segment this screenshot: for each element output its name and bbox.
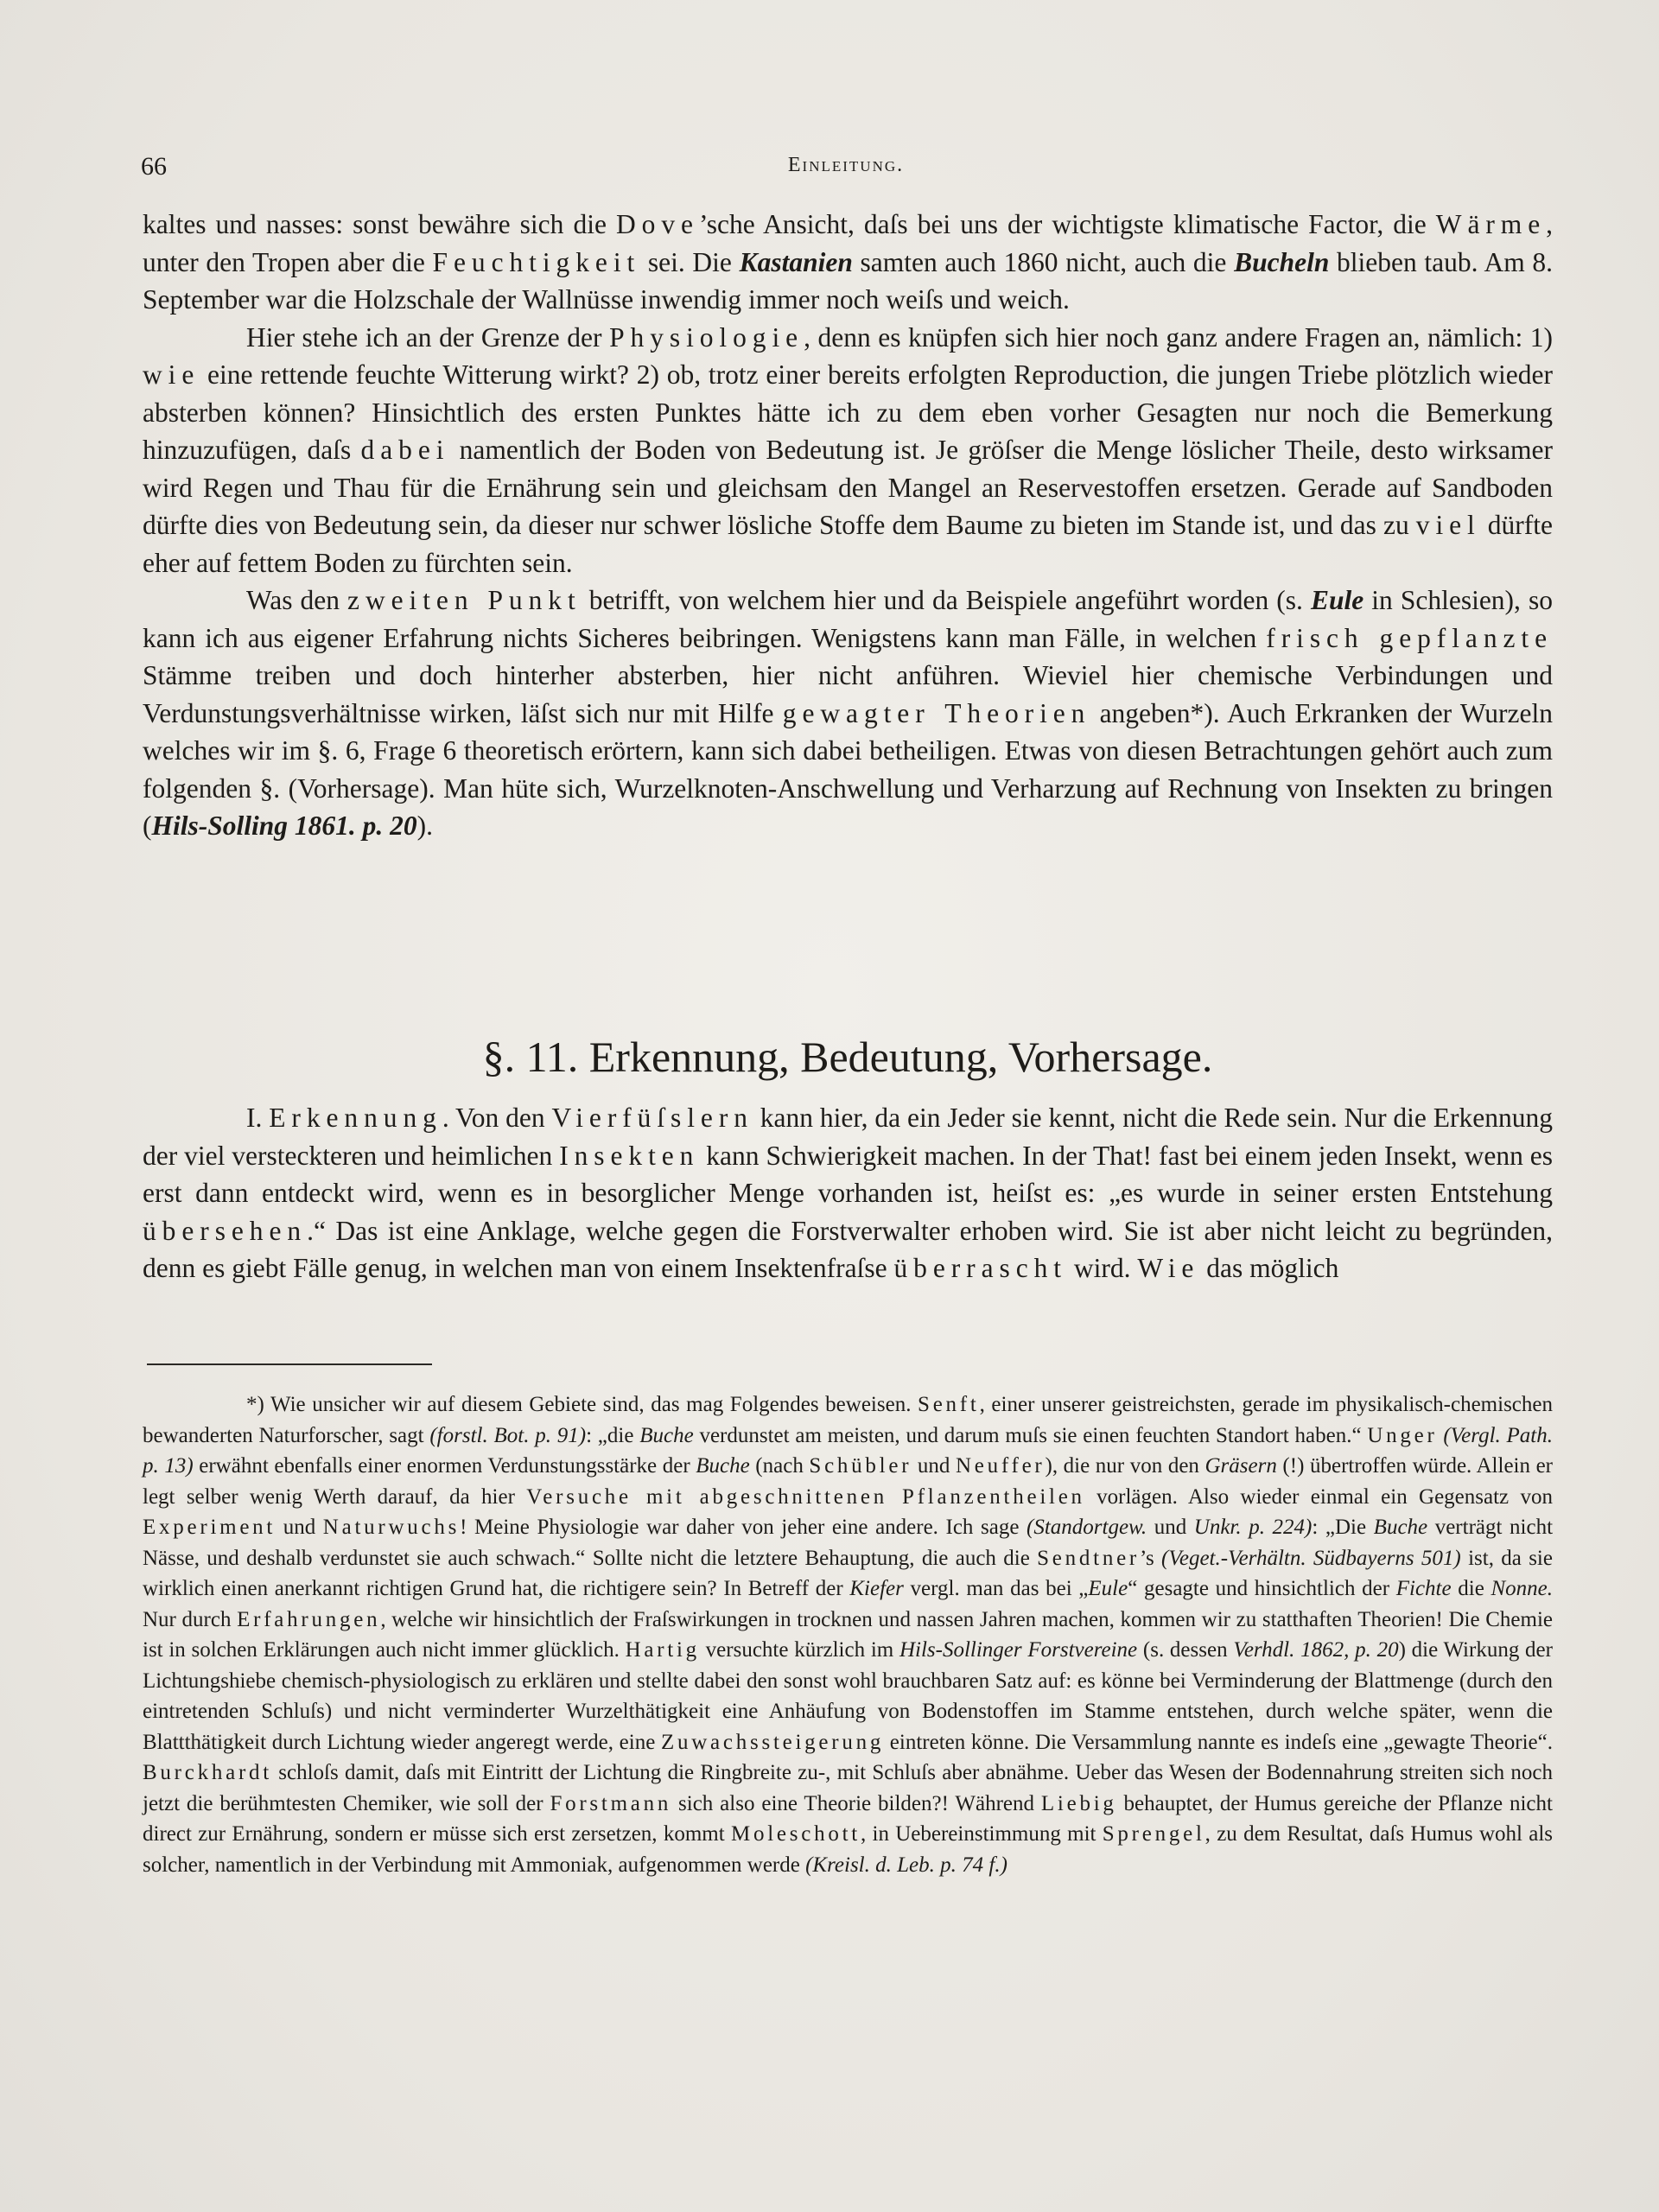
emphasis-run: dabei [360, 435, 450, 465]
emphasis-run: Kiefer [849, 1577, 904, 1600]
section-heading: §. 11. Erkennung, Bedeutung, Vorhersage. [482, 1033, 1213, 1081]
emphasis-run: Buche [1373, 1516, 1428, 1539]
text-run: behauptet, der Humus gereiche der Pflanze nicht direct zur Ernährung, sondern er müsse sich erst zersetzen, kommt [143, 1791, 1553, 1846]
text-run: , welche wir hinsichtlich der Fraſswirkungen in trocknen und nassen Jahren machen, kommen wir zu statthaften Theorien! Die Chemie ist in solchen Erklärungen auch nicht immer glücklich. [143, 1607, 1553, 1662]
text-run: samten auch 1860 nicht, auch die [852, 246, 1235, 277]
text-run: vorlägen. Also wieder einmal ein Gegensatz von [1084, 1484, 1553, 1509]
text-run: (nach [749, 1454, 810, 1478]
emphasis-run: Experiment [143, 1516, 276, 1539]
emphasis-run: Forstmann [550, 1791, 672, 1815]
emphasis-run: Unger [1367, 1423, 1438, 1447]
text-run: . Von den [442, 1103, 552, 1133]
text-run: verdunstet am meisten, und darum muſs sie einen feuchten Standort haben.“ [693, 1423, 1368, 1447]
emphasis-run: wie [143, 359, 200, 390]
emphasis-run: Bucheln [1234, 246, 1330, 277]
emphasis-run: Sendtner [1037, 1546, 1141, 1570]
emphasis-run: (Vergl. Path. p. 13) [143, 1423, 1553, 1478]
emphasis-run: Sprengel [1102, 1822, 1205, 1846]
emphasis-run: Wärme [1435, 209, 1547, 239]
text-run: eine rettende feuchte Witterung wirkt? 2) ob, trotz einer bereits erfolgten Reproduction, die jungen Triebe plötzlich wieder absterben können? Hinsichtlich des ersten Punktes hätte ich zu dem eben vorher Gesagten nur noch die Bemerkung hinzuzufügen, daſs [143, 359, 1553, 465]
text-run: ). [416, 810, 434, 841]
emphasis-run: Moleschott [730, 1822, 861, 1846]
emphasis-run: Nonne. [1491, 1577, 1554, 1600]
text-run: (!) übertroffen würde. Allein er legt selber wenig Werth darauf, da hier [143, 1454, 1554, 1509]
footnote-text [143, 1389, 1553, 1880]
text-run: das möglich [1199, 1253, 1339, 1283]
text-run: kaltes und nasses: sonst bewähre sich die [143, 209, 616, 239]
emphasis-run: Vierfüſslern [551, 1103, 753, 1133]
emphasis-run: frisch gepflanzte [1266, 622, 1553, 653]
text-run: *) Wie unsicher wir auf diesem Gebiete sind, das mag Folgendes beweisen. [246, 1393, 918, 1416]
text-run: ist, da sie wirklich einen anerkannt richtigen Grund hat, die richtigere sein? In Betreff der [143, 1546, 1553, 1600]
paragraph-3 [143, 582, 1553, 845]
text-run: erwähnt ebenfalls einer enormen Verdunstungsstärke der [193, 1454, 696, 1478]
text-run: und [912, 1454, 956, 1478]
body-text [143, 206, 1553, 845]
text-run: Was den [246, 585, 348, 615]
section-paragraph-1 [143, 1099, 1553, 1287]
emphasis-run: Senft [918, 1393, 980, 1416]
paragraph-1 [143, 206, 1553, 319]
text-run: , unter den Tropen aber die [143, 209, 1553, 277]
emphasis-run: Eule [1088, 1577, 1128, 1600]
text-run: schloſs damit, daſs mit Eintritt der Lichtung die Ringbreite zu-, mit Schluſs aber abnähme. Ueber das Wesen der Bodennahrung streiten sich noch jetzt die berühmtesten Chemiker, wie soll der [143, 1761, 1553, 1815]
emphasis-run: Neuffer [955, 1454, 1046, 1478]
text-run: versuchte kürzlich im [699, 1638, 899, 1662]
footnote [143, 1389, 1553, 1880]
emphasis-run: überrascht [893, 1253, 1067, 1283]
text-run: kann Schwierigkeit machen. In der That! fast bei einem jeden Insekt, wenn es erst dann entdeckt wird, wenn es in besorglicher Menge vorhanden ist, heiſst es: „es wurde in seiner ersten Entstehung [143, 1140, 1553, 1208]
emphasis-run: Unkr. p. 224) [1193, 1516, 1313, 1539]
text-run: “ gesagte und hinsichtlich der [1128, 1577, 1396, 1600]
page-number: 66 [141, 152, 167, 181]
text-run: ’sche Ansicht, daſs bei uns der wichtigste klimatische Factor, die [698, 209, 1436, 239]
emphasis-run: Liebig [1040, 1791, 1117, 1815]
text-run: .“ Das ist eine Anklage, welche gegen die Forstverwalter erhoben wird. Sie ist aber nicht leicht zu begründen, denn es giebt Fälle genug, in welchen man von einem Insektenfraſse [143, 1215, 1553, 1283]
emphasis-run: Eule [1310, 585, 1364, 615]
emphasis-run: Fichte [1395, 1577, 1452, 1600]
paragraph-2 [143, 319, 1553, 582]
text-run: , zu dem Resultat, daſs Humus wohl als solcher, namentlich in der Verbindung mit Ammoniak, aufgenommen werde [143, 1822, 1553, 1877]
text-run: ! Meine Physiologie war daher von jeher eine andere. Ich sage [460, 1516, 1027, 1539]
text-run: angeben*). Auch Erkranken der Wurzeln welches wir im §. 6, Frage 6 theoretisch erörtern, kann sich dabei betheiligen. Etwas von diesen Betrachtungen gehört auch zum folgenden §. (Vorhersage). Man hüte sich, Wurzelknoten-Anschwellung und Verharzung auf Rechnung von Insekten zu bringen ( [143, 697, 1553, 841]
text-run: betrifft, von welchem hier und da Beispiele angeführt worden (s. [581, 585, 1311, 615]
text-run: und [276, 1516, 323, 1539]
emphasis-run: zweiten Punkt [347, 585, 582, 615]
text-run: in Schlesien), so kann ich aus eigener Erfahrung nichts Sicheres beibringen. Wenigstens kann man Fälle, in welchen [143, 585, 1553, 653]
text-run: ) die Wirkung der Lichtungshiebe chemisch-physiologisch zu erklären und stellte dabei den sonst wohl brauchbaren Satz auf: es könne bei Verminderung der Blattmenge (durch den eintretenden Schluſs) und nicht verminderter Wurzelthätigkeit eine Anhäufung von Bodenstoffen im Stamme entstehen, durch welche später, wenn die Blattthätigkeit durch Lichtung wieder angeregt werde, eine [143, 1638, 1553, 1754]
footnote-rule [147, 1363, 432, 1365]
emphasis-run: Gräsern [1205, 1454, 1277, 1478]
emphasis-run: Erkennung [269, 1103, 442, 1133]
emphasis-run: Buche [639, 1423, 694, 1447]
text-run: (s. dessen [1137, 1638, 1234, 1662]
emphasis-run: Hils-Sollinger Forstvereine [899, 1638, 1138, 1662]
emphasis-run: (Veget.-Verhältn. Südbayerns 501) [1161, 1546, 1461, 1570]
text-run: die [1451, 1577, 1491, 1600]
emphasis-run: viel [1415, 510, 1481, 540]
text-run: : „Die [1312, 1516, 1374, 1539]
text-run: Stämme treiben und doch hinterher absterben, hier nicht anführen. Wieviel hier chemische Verbindungen und Verdunstungsverhältnisse wirken, läſst sich nur mit Hilfe [143, 660, 1553, 728]
text-run: vergl. man das bei „ [903, 1577, 1089, 1600]
emphasis-run: Insekten [559, 1140, 700, 1171]
emphasis-run: Kastanien [739, 246, 853, 277]
emphasis-run: Hils-Solling 1861. p. 20 [151, 810, 417, 841]
emphasis-run: (Standortgew. [1027, 1516, 1147, 1539]
text-run: dürfte eher auf fettem Boden zu fürchten sein. [143, 510, 1554, 578]
emphasis-run: Naturwuchs [322, 1516, 461, 1539]
text-run: , denn es knüpfen sich hier noch ganz andere Fragen an, nämlich: 1) [804, 321, 1554, 353]
running-head-title: Einleitung. [787, 154, 905, 176]
text-run: I. [246, 1103, 270, 1133]
emphasis-run: Verhdl. 1862, p. 20 [1233, 1638, 1399, 1662]
emphasis-run: übersehen [143, 1215, 308, 1246]
emphasis-run: (forstl. Bot. p. 91) [429, 1423, 587, 1447]
emphasis-run: gewagter Theorien [782, 697, 1091, 728]
emphasis-run: Schübler [809, 1454, 912, 1478]
emphasis-run: Dove [616, 209, 699, 239]
text-run: eintreten könne. Die Versammlung nannte es indeſs eine „gewagte Theorie“. [884, 1730, 1553, 1754]
section-text [143, 1099, 1553, 1287]
running-head [141, 149, 1551, 187]
text-run: , in Uebereinstimmung mit [860, 1822, 1103, 1846]
text-run: , einer unserer geistreichsten, gerade im physikalisch-chemischen bewanderten Naturforscher, sagt [143, 1393, 1553, 1447]
emphasis-run: Versuche mit abgeschnittenen Pflanzentheilen [526, 1484, 1085, 1509]
text-run: Nur durch [143, 1607, 238, 1631]
emphasis-run: Feuchtigkeit [432, 246, 641, 277]
text-run: wird. [1066, 1253, 1138, 1283]
emphasis-run: Burckhardt [143, 1761, 272, 1784]
text-run: namentlich der Boden von Bedeutung ist. Je gröſser die Menge löslicher Theile, desto wirksamer wird Regen und Thau für die Ernährung sein und gleichsam den Mangel an Reservestoffen ersetzen. Gerade auf Sandboden dürfte dies von Bedeutung sein, da dieser nur schwer lösliche Stoffe dem Baume zu bieten im Stande ist, und das zu [143, 435, 1553, 540]
emphasis-run: Physiologie [609, 321, 804, 353]
emphasis-run: Buche [696, 1454, 750, 1478]
text-run: Hier stehe ich an der Grenze der [246, 321, 610, 353]
text-run: sich also eine Theorie bilden?! Während [671, 1791, 1041, 1815]
text-run: ), die nur von den [1045, 1454, 1205, 1478]
text-run: ’s [1140, 1546, 1162, 1570]
text-run: blieben taub. Am 8. September war die Holzschale der Wallnüsse inwendig immer noch weiſs und weich. [143, 246, 1553, 315]
emphasis-run: Hartig [625, 1638, 700, 1662]
text-run: : „die [586, 1423, 640, 1447]
emphasis-run: (Kreisl. d. Leb. p. 74 f.) [805, 1853, 1007, 1877]
text-run: sei. Die [640, 246, 740, 277]
text-run: verträgt nicht Nässe, und deshalb verdunstet sie auch schwach.“ Sollte nicht die letztere Behauptung, die auch die [143, 1516, 1554, 1570]
text-run: und [1147, 1516, 1194, 1539]
emphasis-run: Erfahrungen [237, 1607, 381, 1631]
emphasis-run: Wie [1137, 1253, 1200, 1283]
text-run: kann hier, da ein Jeder sie kennt, nicht die Rede sein. Nur die Erkennung der viel versteckteren und heimlichen [143, 1103, 1554, 1171]
emphasis-run: Zuwachssteigerung [660, 1730, 885, 1754]
